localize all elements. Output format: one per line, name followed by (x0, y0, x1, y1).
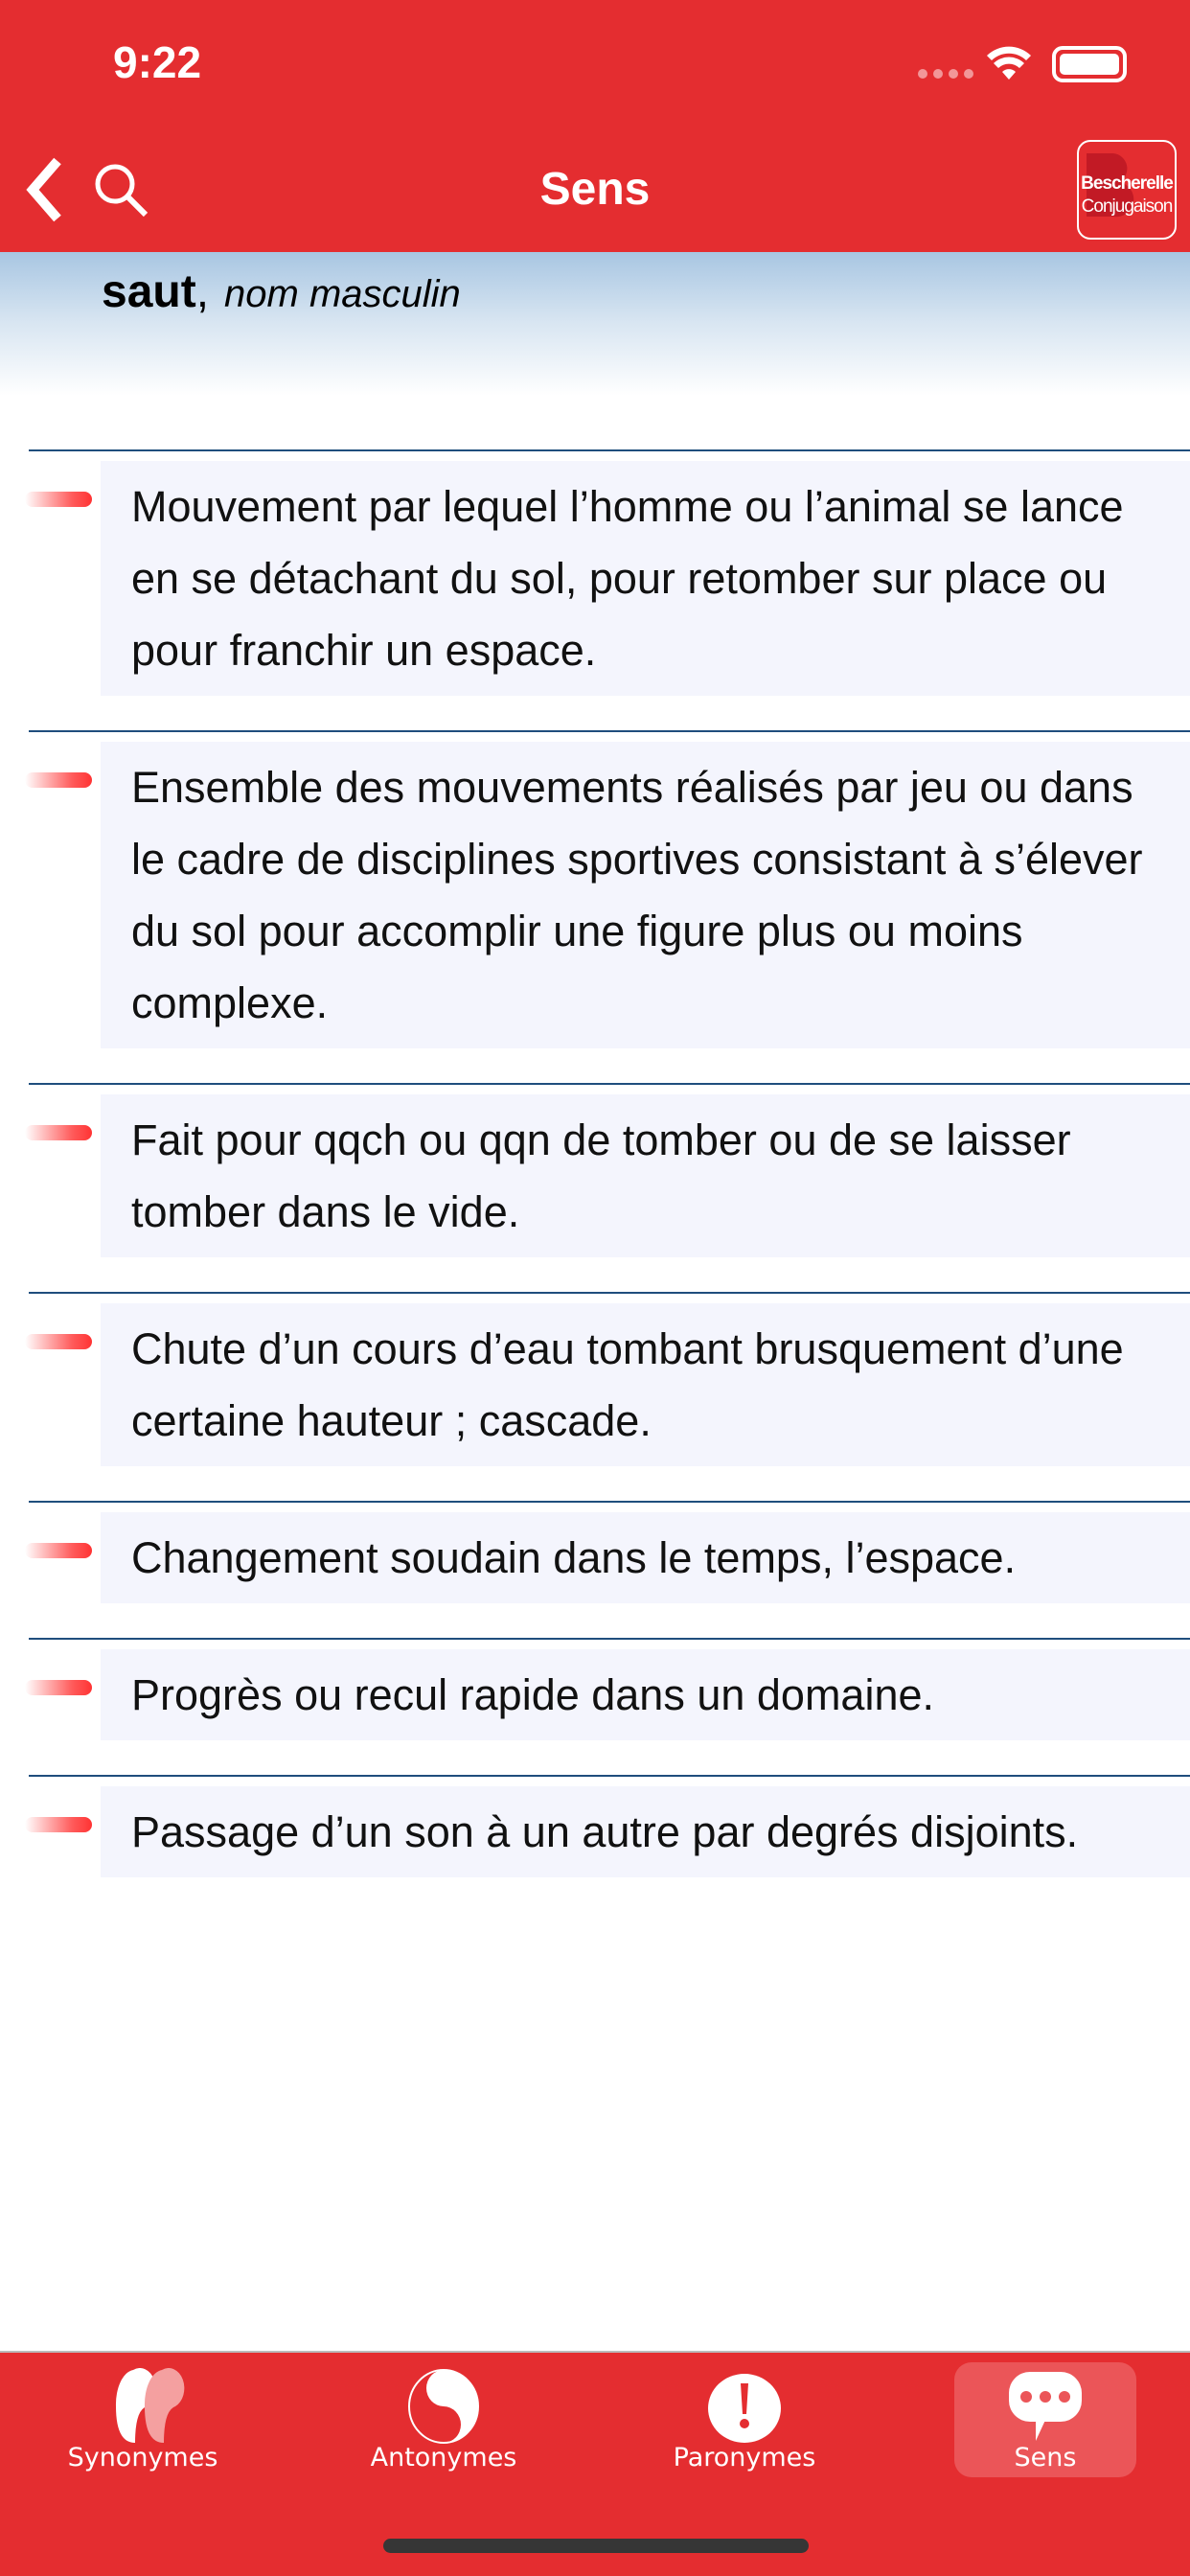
definition-text: Progrès ou recul rapide dans un domaine. (101, 1649, 1190, 1740)
synonymes-icon (95, 2368, 191, 2445)
logo-line2: Conjugaison (1081, 196, 1173, 217)
status-bar (0, 0, 1190, 125)
bullet-icon (25, 1334, 92, 1349)
status-time: 9:22 (113, 37, 202, 87)
definition-text: Changement soudain dans le temps, l’espace. (101, 1512, 1190, 1603)
definition-item (0, 1638, 1190, 1740)
definition-item (0, 1775, 1190, 1877)
divider (29, 1292, 1190, 1294)
bullet-icon (25, 772, 92, 788)
tab-label: Synonymes (67, 2443, 218, 2472)
tab-label: Antonymes (370, 2443, 517, 2472)
entry-category: nom masculin (224, 273, 461, 315)
page-title: Sens (539, 164, 651, 215)
divider (29, 1638, 1190, 1640)
nav-bar (0, 125, 1190, 252)
home-indicator[interactable] (383, 2539, 809, 2553)
cellular-signal-icon (918, 69, 973, 79)
bullet-icon (25, 1817, 92, 1832)
entry-separator: , (195, 266, 210, 317)
bullet-icon (25, 1543, 92, 1558)
divider (29, 1083, 1190, 1085)
definition-item (0, 1083, 1190, 1257)
definition-item (0, 1501, 1190, 1603)
tab-synonymes[interactable] (52, 2362, 234, 2477)
definition-text: Ensemble des mouvements réalisés par jeu ou dans le cadre de disciplines sportives consistant à s’élever du sol pour accomplir une figure plus ou moins complexe. (101, 742, 1190, 1048)
tab-label: Paronymes (673, 2443, 816, 2472)
wifi-icon (985, 43, 1033, 81)
definition-text: Fait pour qqch ou qqn de tomber ou de se laisser tomber dans le vide. (101, 1094, 1190, 1257)
tab-antonymes[interactable] (353, 2362, 535, 2477)
tab-label: Sens (1014, 2443, 1077, 2472)
definitions-list (0, 449, 1190, 1912)
divider (29, 449, 1190, 451)
divider (29, 1775, 1190, 1777)
bullet-icon (25, 1125, 92, 1140)
speech-bubble-icon (997, 2368, 1093, 2445)
definition-text: Mouvement par lequel l’homme ou l’animal se lance en se détachant du sol, pour retomber sur place ou pour franchir un espace. (101, 461, 1190, 696)
tab-paronymes[interactable] (653, 2362, 835, 2477)
bullet-icon (25, 1680, 92, 1695)
bescherelle-logo[interactable] (1077, 140, 1177, 240)
tab-sens[interactable] (954, 2362, 1136, 2477)
exclamation-icon (697, 2368, 792, 2445)
definition-item (0, 449, 1190, 696)
bullet-icon (25, 492, 92, 507)
yin-yang-icon (396, 2368, 492, 2445)
entry-word: saut (102, 266, 196, 317)
battery-icon (1052, 46, 1127, 82)
entry-header (0, 252, 1190, 396)
definition-item (0, 730, 1190, 1048)
divider (29, 1501, 1190, 1503)
definition-text: Passage d’un son à un autre par degrés disjoints. (101, 1786, 1190, 1877)
logo-line1: Bescherelle (1081, 173, 1173, 194)
divider (29, 730, 1190, 732)
definition-text: Chute d’un cours d’eau tombant brusquement d’une certaine hauteur ; cascade. (101, 1303, 1190, 1466)
definition-item (0, 1292, 1190, 1466)
